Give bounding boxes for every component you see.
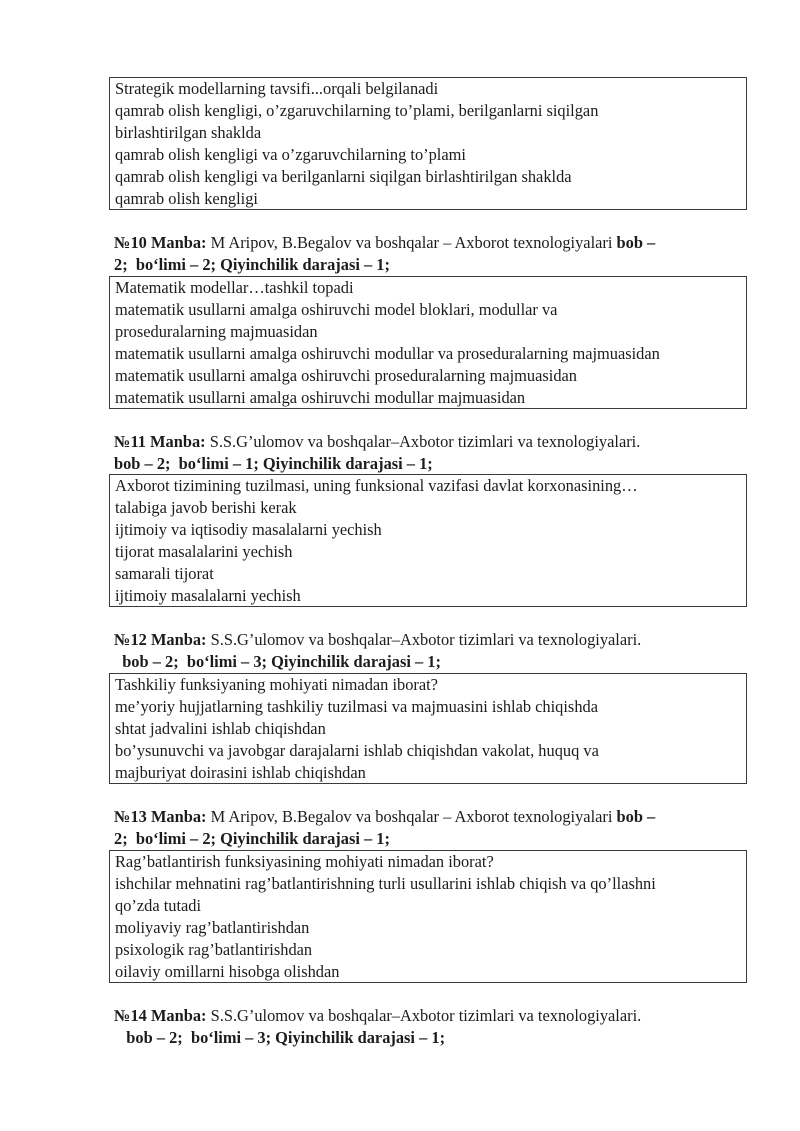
answer-option: psixologik rag’batlantirishdan	[115, 940, 313, 959]
difficulty-line: bob – 2; bo‘limi – 1; Qiyinchilik darajasi – 1;	[114, 454, 433, 473]
answer-option: me’yoriy hujjatlarning tashkiliy tuzilmasi va majmuasini ishlab chiqishda	[115, 697, 598, 716]
question-number: №10 Manba:	[114, 233, 207, 252]
answer-option: oilaviy omillarni hisobga olishdan	[115, 962, 340, 981]
answer-option: qamrab olish kengligi, o’zgaruvchilarning to’plami, berilganlarni siqilgan	[115, 101, 599, 120]
question-heading-12	[114, 629, 754, 673]
question-text: Matematik modellar…tashkil topadi	[115, 278, 354, 297]
question-number: №11 Manba:	[114, 432, 206, 451]
answer-option-continued: proseduralarning majmuasidan	[115, 322, 318, 341]
question-text-continued: talabiga javob berishi kerak	[115, 498, 297, 517]
source-reference: M Aripov, B.Begalov va boshqalar – Axborot texnologiyalari	[206, 807, 617, 826]
answer-option: samarali tijorat	[115, 564, 214, 583]
question-box-13	[109, 850, 747, 983]
answer-option: matematik usullarni amalga oshiruvchi proseduralarning majmuasidan	[115, 366, 577, 385]
question-box-11	[109, 474, 747, 607]
question-text: Rag’batlantirish funksiyasining mohiyati nimadan iborat?	[115, 852, 494, 871]
answer-option: tijorat masalalarini yechish	[115, 542, 293, 561]
answer-option: qamrab olish kengligi va berilganlarni siqilgan birlashtirilgan shaklda	[115, 167, 572, 186]
chapter-label: bob –	[616, 807, 656, 826]
answer-option: ijtimoiy va iqtisodiy masalalarni yechish	[115, 520, 382, 539]
answer-option-continued: qo’zda tutadi	[115, 896, 202, 915]
difficulty-line: bob – 2; bo‘limi – 3; Qiyinchilik darajasi – 1;	[114, 1028, 446, 1047]
question-text: Axborot tizimining tuzilmasi, uning funksional vazifasi davlat korxonasining…	[115, 476, 638, 495]
answer-option-continued: majburiyat doirasini ishlab chiqishdan	[115, 763, 366, 782]
question-heading-14	[114, 1005, 754, 1049]
question-number: №14 Manba:	[114, 1006, 207, 1025]
answer-option: ishchilar mehnatini rag’batlantirishning turli usullarini ishlab chiqish va qo’llashni	[115, 874, 656, 893]
answer-option: qamrab olish kengligi	[115, 189, 258, 208]
source-reference: S.S.G’ulomov va boshqalar–Axbotor tizimlari va texnologiyalari.	[206, 1006, 642, 1025]
question-text: Strategik modellarning tavsifi...orqali belgilanadi	[115, 79, 439, 98]
answer-option: matematik usullarni amalga oshiruvchi model bloklari, modullar va	[115, 300, 558, 319]
difficulty-line: 2; bo‘limi – 2; Qiyinchilik darajasi – 1;	[114, 255, 390, 274]
difficulty-line: bob – 2; bo‘limi – 3; Qiyinchilik darajasi – 1;	[114, 652, 441, 671]
question-box-9	[109, 77, 747, 210]
answer-option: matematik usullarni amalga oshiruvchi modullar va proseduralarning majmuasidan	[115, 344, 660, 363]
question-text: Tashkiliy funksiyaning mohiyati nimadan iborat?	[115, 675, 438, 694]
question-heading-13	[114, 806, 754, 850]
answer-option: bo’ysunuvchi va javobgar darajalarni ishlab chiqishdan vakolat, huquq va	[115, 741, 599, 760]
question-number: №12 Manba:	[114, 630, 207, 649]
question-box-12	[109, 673, 747, 784]
question-box-10	[109, 276, 747, 409]
answer-option: moliyaviy rag’batlantirishdan	[115, 918, 310, 937]
answer-option: shtat jadvalini ishlab chiqishdan	[115, 719, 326, 738]
answer-option: matematik usullarni amalga oshiruvchi modullar majmuasidan	[115, 388, 526, 407]
question-heading-10	[114, 232, 754, 276]
source-reference: S.S.G’ulomov va boshqalar–Axbotor tizimlari va texnologiyalari.	[205, 432, 641, 451]
answer-option: qamrab olish kengligi va o’zgaruvchilarning to’plami	[115, 145, 466, 164]
question-number: №13 Manba:	[114, 807, 207, 826]
difficulty-line: 2; bo‘limi – 2; Qiyinchilik darajasi – 1;	[114, 829, 390, 848]
source-reference: S.S.G’ulomov va boshqalar–Axbotor tizimlari va texnologiyalari.	[206, 630, 642, 649]
question-heading-11	[114, 431, 754, 475]
answer-option-continued: birlashtirilgan shaklda	[115, 123, 262, 142]
chapter-label: bob –	[616, 233, 656, 252]
source-reference: M Aripov, B.Begalov va boshqalar – Axborot texnologiyalari	[206, 233, 617, 252]
answer-option: ijtimoiy masalalarni yechish	[115, 586, 301, 605]
